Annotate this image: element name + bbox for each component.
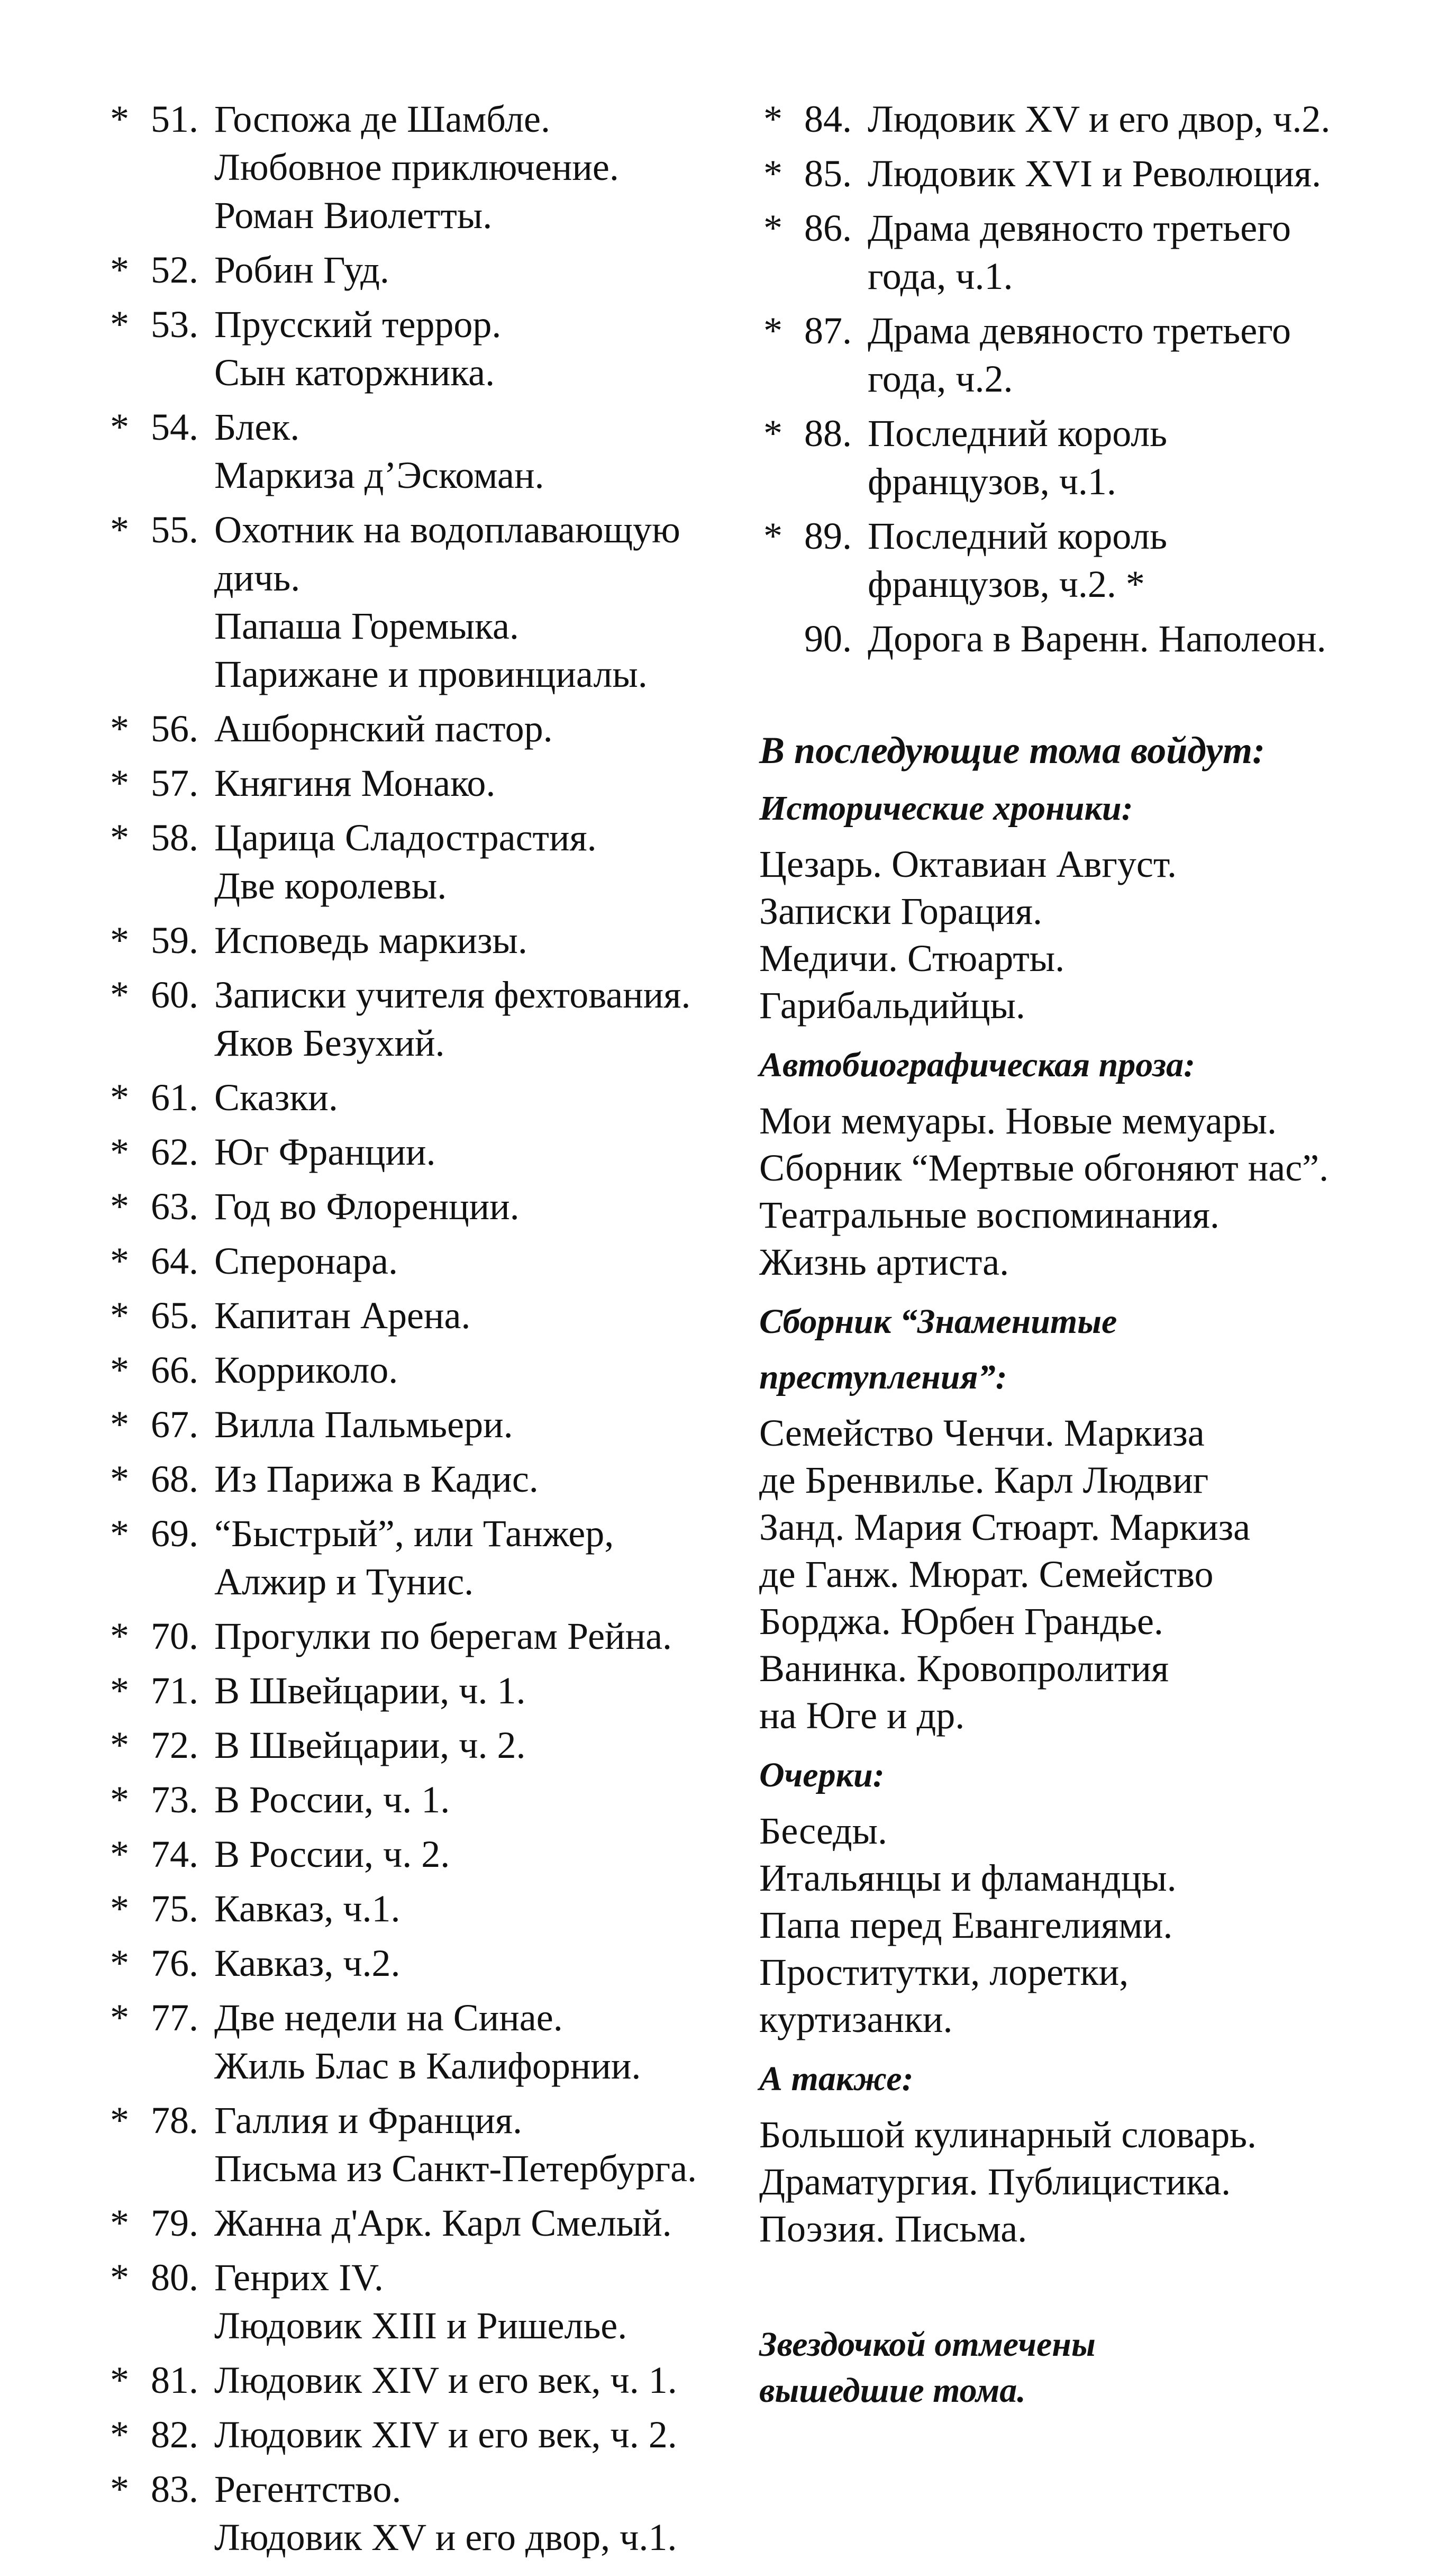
published-marker: * (110, 249, 129, 291)
volume-entry (106, 1128, 741, 1176)
volume-number: 79. (151, 2202, 198, 2244)
section-heading: Исторические хроники: (759, 789, 1133, 828)
volume-entry (106, 2254, 741, 2350)
volume-title-line: Юг Франции. (214, 1131, 436, 1173)
volume-number: 88. (804, 412, 852, 455)
section-line: Жизнь артиста. (759, 1241, 1009, 1283)
section-line: Поэзия. Письма. (759, 2208, 1027, 2250)
volume-title-line: Исповедь маркизы. (214, 919, 527, 961)
volume-title (868, 615, 1394, 663)
volume-number: 77. (151, 1997, 198, 2039)
volume-number: 82. (151, 2413, 198, 2456)
volume-number: 78. (151, 2099, 198, 2141)
right-volume-list (759, 95, 1394, 663)
published-marker: * (110, 406, 129, 448)
published-marker: * (763, 98, 782, 140)
volume-entry (106, 1346, 741, 1394)
volume-title (214, 2465, 741, 2562)
volume-title (214, 1510, 741, 1606)
volume-number: 85. (804, 152, 852, 195)
volume-title-line: Людовик XV и его двор, ч.1. (214, 2516, 677, 2558)
volume-entry (106, 1292, 741, 1340)
published-marker: * (110, 1185, 129, 1228)
volume-title-line: Капитан Арена. (214, 1294, 471, 1337)
volume-entry (106, 2411, 741, 2459)
section-heading: преступления”: (759, 1358, 1007, 1396)
volume-title-line: дичь. (214, 557, 301, 599)
volume-title (214, 1346, 741, 1394)
volume-title-line: года, ч.1. (868, 255, 1013, 297)
volume-entry (106, 1721, 741, 1770)
volume-title (868, 95, 1394, 143)
volume-entry (106, 1667, 741, 1715)
published-marker: * (110, 303, 129, 346)
volume-title-line: Маркиза д’Эскоман. (214, 454, 544, 496)
volume-entry (106, 1830, 741, 1879)
volume-title-line: Кавказ, ч.1. (214, 1888, 401, 1930)
volume-entry (759, 150, 1394, 198)
volume-number: 59. (151, 919, 198, 961)
volume-title (214, 814, 741, 910)
volume-number: 86. (804, 207, 852, 249)
published-marker: * (110, 1512, 129, 1555)
volume-title-line: Вилла Пальмьери. (214, 1403, 513, 1446)
published-marker: * (110, 1724, 129, 1766)
section-line: Гарибальдийцы. (759, 984, 1025, 1027)
section-heading: Автобиографическая проза: (759, 1046, 1196, 1084)
volume-entry (106, 2199, 741, 2247)
volume-title-line: Дорога в Варенн. Наполеон. (868, 618, 1326, 660)
volume-title (214, 1612, 741, 1660)
published-marker: * (110, 2099, 129, 2141)
volume-title-line: Царица Сладострастия. (214, 816, 597, 859)
published-marker: * (110, 1458, 129, 1500)
volume-title-line: Кавказ, ч.2. (214, 1942, 401, 1984)
section-line: Итальянцы и фламандцы. (759, 1857, 1177, 1899)
volume-number: 83. (151, 2468, 198, 2510)
volume-title (868, 307, 1394, 403)
volume-number: 87. (804, 310, 852, 352)
volume-title-line: Сын каторжника. (214, 351, 495, 394)
volume-number: 63. (151, 1185, 198, 1228)
section-line: Драматургия. Публицистика. (759, 2161, 1231, 2203)
volume-title-line: Драма девяносто третьего (868, 207, 1291, 249)
volume-title (214, 2356, 741, 2404)
section-line: де Ганж. Мюрат. Семейство (759, 1553, 1214, 1595)
volume-title-line: Папаша Горемыка. (214, 605, 519, 647)
published-marker: * (763, 412, 782, 455)
volume-title (868, 512, 1394, 609)
volume-title (214, 2199, 741, 2247)
published-marker: * (110, 1888, 129, 1930)
volume-title-line: Сперонара. (214, 1240, 398, 1282)
volume-entry (106, 1183, 741, 1231)
section-heading: Сборник “Знаменитые (759, 1302, 1117, 1341)
volume-title-line: Людовик XIII и Ришелье. (214, 2304, 627, 2347)
volume-title-line: Охотник на водоплавающую (214, 509, 680, 551)
volume-title (868, 150, 1394, 198)
volume-title (214, 1776, 741, 1824)
volume-entry (106, 705, 741, 753)
upcoming-heading: В последующие тома войдут: (759, 729, 1266, 772)
published-marker: * (110, 1942, 129, 1984)
volume-entry (106, 814, 741, 910)
upcoming-section (759, 2056, 1394, 2253)
section-line: Записки Горация. (759, 890, 1043, 932)
volume-title (214, 705, 741, 753)
volume-title-line: “Быстрый”, или Танжер, (214, 1512, 614, 1555)
volume-entry (106, 2097, 741, 2193)
volume-title-line: Письма из Санкт-Петербурга. (214, 2147, 697, 2190)
published-marker: * (110, 1240, 129, 1282)
published-marker: * (110, 2413, 129, 2456)
volume-entry (759, 204, 1394, 301)
volume-entry (106, 1612, 741, 1660)
volume-title (214, 403, 741, 500)
volume-number: 66. (151, 1349, 198, 1391)
section-line: на Юге и др. (759, 1694, 965, 1737)
volume-number: 58. (151, 816, 198, 859)
footnote-line: Звездочкой отмечены (759, 2325, 1096, 2364)
upcoming-section (759, 1042, 1394, 1286)
volume-number: 53. (151, 303, 198, 346)
published-marker: * (110, 1669, 129, 1712)
volume-title-line: года, ч.2. (868, 358, 1013, 400)
volume-title (214, 1667, 741, 1715)
published-marker: * (110, 2468, 129, 2510)
volume-entry (106, 1510, 741, 1606)
volume-title (214, 246, 741, 294)
section-heading: Очерки: (759, 1756, 885, 1794)
published-marker: * (110, 974, 129, 1016)
volume-entry (106, 1074, 741, 1122)
volume-entry (759, 307, 1394, 403)
volume-number: 52. (151, 249, 198, 291)
section-line: Сборник “Мертвые обгоняют нас”. (759, 1147, 1329, 1189)
volume-title-line: Записки учителя фехтования. (214, 974, 691, 1016)
published-marker: * (110, 1778, 129, 1821)
volume-title-line: Корриколо. (214, 1349, 398, 1391)
volume-title (214, 2411, 741, 2459)
volume-entry (106, 506, 741, 698)
volume-title (214, 1994, 741, 2090)
volume-title (214, 1885, 741, 1933)
published-marker: * (110, 2359, 129, 2401)
footnote-line: вышедшие тома. (759, 2371, 1026, 2410)
volume-number: 73. (151, 1778, 198, 1821)
volume-number: 65. (151, 1294, 198, 1337)
section-line: Занд. Мария Стюарт. Маркиза (759, 1506, 1251, 1548)
volume-entry (106, 759, 741, 807)
volume-entry (106, 1401, 741, 1449)
section-line: Проститутки, лоретки, (759, 1951, 1129, 1993)
volume-title (214, 2254, 741, 2350)
volume-number: 69. (151, 1512, 198, 1555)
volume-number: 74. (151, 1833, 198, 1875)
published-marker: * (110, 1349, 129, 1391)
volume-title-line: Робин Гуд. (214, 249, 389, 291)
volume-entry (759, 512, 1394, 609)
volume-title-line: Жиль Блас в Калифорнии. (214, 2045, 641, 2087)
volume-number: 54. (151, 406, 198, 448)
published-marker: * (110, 1997, 129, 2039)
volume-title (214, 1292, 741, 1340)
volume-title (214, 506, 741, 698)
volume-title-line: Из Парижа в Кадис. (214, 1458, 539, 1500)
published-marker: * (110, 707, 129, 750)
volume-title-line: Две королевы. (214, 865, 447, 907)
volume-title-line: Роман Виолетты. (214, 194, 493, 237)
section-line: куртизанки. (759, 1998, 953, 2040)
volume-entry (106, 971, 741, 1067)
volume-title-line: Людовик XIV и его век, ч. 2. (214, 2413, 677, 2456)
volume-number: 76. (151, 1942, 198, 1984)
volume-title-line: Людовик XVI и Революция. (868, 152, 1322, 195)
volume-number: 51. (151, 98, 198, 140)
volume-entry (106, 1994, 741, 2090)
volume-entry (759, 95, 1394, 143)
volume-number: 62. (151, 1131, 198, 1173)
volume-title-line: французов, ч.1. (868, 460, 1116, 503)
volume-number: 90. (804, 618, 852, 660)
section-line: Мои мемуары. Новые мемуары. (759, 1100, 1277, 1142)
volume-entry (106, 1455, 741, 1503)
section-line: Цезарь. Октавиан Август. (759, 843, 1177, 885)
volume-title (214, 1237, 741, 1285)
published-marker: * (763, 152, 782, 195)
upcoming-section (759, 1299, 1394, 1739)
volume-title (214, 1401, 741, 1449)
volume-title-line: Алжир и Тунис. (214, 1560, 474, 1603)
section-heading: А также: (759, 2059, 914, 2098)
published-marker: * (110, 1131, 129, 1173)
volume-title-line: Ашборнский пастор. (214, 707, 553, 750)
volume-number: 68. (151, 1458, 198, 1500)
volume-number: 89. (804, 515, 852, 557)
volume-number: 81. (151, 2359, 198, 2401)
volume-title-line: французов, ч.2. * (868, 563, 1145, 605)
published-marker: * (110, 919, 129, 961)
volume-title (214, 971, 741, 1067)
volume-title-line: Госпожа де Шамбле. (214, 98, 550, 140)
section-line: Беседы. (759, 1810, 887, 1852)
volume-number: 80. (151, 2256, 198, 2299)
volume-title-line: В России, ч. 2. (214, 1833, 450, 1875)
volume-title (214, 2097, 741, 2193)
upcoming-sections (759, 785, 1394, 2253)
volume-entry (106, 2356, 741, 2404)
volume-number: 64. (151, 1240, 198, 1282)
volume-entry (106, 1237, 741, 1285)
published-marker: * (110, 1076, 129, 1119)
volume-title-line: Прусский террор. (214, 303, 502, 346)
volume-entry (106, 2465, 741, 2562)
volume-entry (106, 1885, 741, 1933)
published-marker: * (110, 1294, 129, 1337)
volume-title (214, 759, 741, 807)
volume-title-line: Людовик XV и его двор, ч.2. (868, 98, 1331, 140)
volume-title (214, 1128, 741, 1176)
volume-number: 60. (151, 974, 198, 1016)
volume-number: 70. (151, 1615, 198, 1657)
volume-title (214, 1074, 741, 1122)
section-line: Семейство Ченчи. Маркиза (759, 1412, 1205, 1454)
volume-title-line: Княгиня Монако. (214, 762, 496, 804)
published-marker: * (110, 98, 129, 140)
published-marker: * (110, 762, 129, 804)
volume-entry (106, 403, 741, 500)
upcoming-section (759, 1752, 1394, 2043)
volume-entry (759, 410, 1394, 506)
upcoming-section (759, 785, 1394, 1029)
volume-title-line: Любовное приключение. (214, 146, 619, 188)
volume-entry (106, 95, 741, 240)
volume-title (214, 1183, 741, 1231)
volume-entry (759, 615, 1394, 663)
volume-number: 72. (151, 1724, 198, 1766)
published-marker: * (110, 1833, 129, 1875)
volume-title-line: В Швейцарии, ч. 2. (214, 1724, 526, 1766)
volume-title-line: В России, ч. 1. (214, 1778, 450, 1821)
volume-title-line: Генрих IV. (214, 2256, 384, 2299)
published-marker: * (110, 1403, 129, 1446)
footnote (759, 2321, 1394, 2413)
volume-title (214, 1830, 741, 1879)
volume-title (214, 917, 741, 965)
published-marker: * (763, 515, 782, 557)
volume-title (868, 204, 1394, 301)
published-marker: * (110, 2256, 129, 2299)
volume-number: 84. (804, 98, 852, 140)
published-marker: * (110, 2202, 129, 2244)
volume-entry (106, 301, 741, 397)
volume-title-line: Драма девяносто третьего (868, 310, 1291, 352)
right-column (759, 95, 1394, 2413)
volume-number: 57. (151, 762, 198, 804)
published-marker: * (763, 207, 782, 249)
volume-entry (106, 1776, 741, 1824)
volume-entry (106, 1939, 741, 1988)
volume-number: 61. (151, 1076, 198, 1119)
volume-number: 71. (151, 1669, 198, 1712)
published-marker: * (110, 1615, 129, 1657)
volume-title (214, 1721, 741, 1770)
volume-title (868, 410, 1394, 506)
section-line: Борджа. Юрбен Грандье. (759, 1600, 1163, 1643)
volume-number: 67. (151, 1403, 198, 1446)
volume-title-line: Сказки. (214, 1076, 338, 1119)
volume-title-line: Яков Безухий. (214, 1022, 445, 1064)
volume-title-line: Парижане и провинциалы. (214, 653, 648, 695)
volume-title-line: Две недели на Синае. (214, 1997, 563, 2039)
volume-title (214, 95, 741, 240)
volume-title-line: В Швейцарии, ч. 1. (214, 1669, 526, 1712)
published-marker: * (110, 816, 129, 859)
section-line: де Бренвилье. Карл Людвиг (759, 1459, 1209, 1501)
volume-title-line: Галлия и Франция. (214, 2099, 523, 2141)
volume-title (214, 1939, 741, 1988)
volume-title (214, 301, 741, 397)
published-marker: * (110, 509, 129, 551)
volume-title-line: Год во Флоренции. (214, 1185, 520, 1228)
section-line: Театральные воспоминания. (759, 1194, 1220, 1236)
volume-entry (106, 246, 741, 294)
section-line: Папа перед Евангелиями. (759, 1904, 1173, 1946)
volume-title (214, 1455, 741, 1503)
volume-number: 55. (151, 509, 198, 551)
published-marker: * (763, 310, 782, 352)
left-volume-list (106, 95, 741, 2568)
volume-title-line: Людовик XIV и его век, ч. 1. (214, 2359, 677, 2401)
volume-title-line: Последний король (868, 412, 1168, 455)
section-line: Ванинка. Кровопролития (759, 1647, 1169, 1690)
volume-entry (106, 917, 741, 965)
volume-title-line: Жанна д'Арк. Карл Смелый. (214, 2202, 672, 2244)
section-line: Медичи. Стюарты. (759, 937, 1065, 979)
volume-title-line: Регентство. (214, 2468, 402, 2510)
volume-number: 56. (151, 707, 198, 750)
volume-title-line: Блек. (214, 406, 300, 448)
volume-number: 75. (151, 1888, 198, 1930)
section-line: Большой кулинарный словарь. (759, 2113, 1257, 2156)
volume-title-line: Последний король (868, 515, 1168, 557)
volume-title-line: Прогулки по берегам Рейна. (214, 1615, 672, 1657)
